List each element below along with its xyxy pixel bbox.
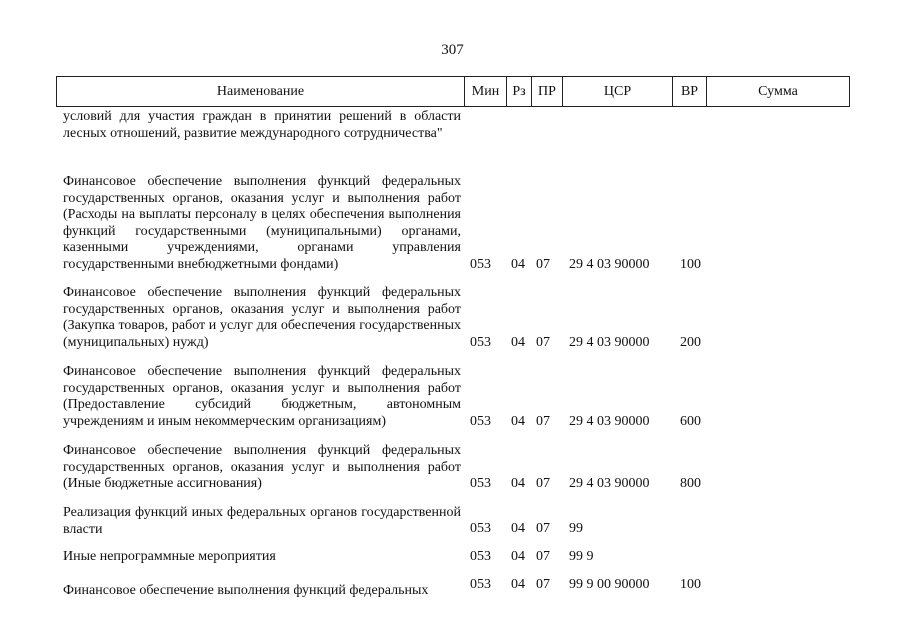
row-csr: 99 9 bbox=[569, 549, 594, 564]
row-pr: 07 bbox=[536, 549, 550, 564]
row-name: Финансовое обеспечение выполнения функций федеральных государственных органов, оказания услуг и выполнения работ (Расходы на выплаты персоналу в целях обеспечения выполнения функций государственными (муниципальными) органами, казенными учреждениями, органами управления государственными внебюджетными фондами) bbox=[63, 174, 461, 272]
row-rz: 04 bbox=[511, 335, 525, 350]
row-vr: 600 bbox=[680, 414, 701, 429]
row-vr: 800 bbox=[680, 476, 701, 491]
row-pr: 07 bbox=[536, 521, 550, 536]
row-name: Финансовое обеспечение выполнения функций федеральных государственных органов, оказания услуг и выполнения работ (Закупка товаров, работ и услуг для обеспечения государственных (муниципальных) нужд) bbox=[63, 285, 461, 350]
row-pr: 07 bbox=[536, 257, 550, 272]
row-pr: 07 bbox=[536, 577, 550, 592]
row-csr: 29 4 03 90000 bbox=[569, 335, 650, 350]
row-pr: 07 bbox=[536, 335, 550, 350]
header-vr: ВР bbox=[672, 76, 706, 107]
row-name: Финансовое обеспечение выполнения функций федеральных bbox=[63, 583, 429, 598]
row-csr: 99 9 00 90000 bbox=[569, 577, 650, 592]
row-min: 053 bbox=[470, 414, 491, 429]
row-min: 053 bbox=[470, 335, 491, 350]
row-min: 053 bbox=[470, 521, 491, 536]
row-min: 053 bbox=[470, 549, 491, 564]
row-rz: 04 bbox=[511, 521, 525, 536]
header-rz: Рз bbox=[506, 76, 531, 107]
row-rz: 04 bbox=[511, 257, 525, 272]
header-csr: ЦСР bbox=[562, 76, 672, 107]
row-vr: 100 bbox=[680, 577, 701, 592]
header-min: Мин bbox=[464, 76, 506, 107]
page-number: 307 bbox=[441, 42, 464, 58]
row-rz: 04 bbox=[511, 414, 525, 429]
row-vr: 100 bbox=[680, 257, 701, 272]
row-csr: 99 bbox=[569, 521, 583, 536]
row-rz: 04 bbox=[511, 476, 525, 491]
row-vr: 200 bbox=[680, 335, 701, 350]
row-pr: 07 bbox=[536, 414, 550, 429]
row-min: 053 bbox=[470, 257, 491, 272]
header-name: Наименование bbox=[56, 76, 464, 107]
row-name: Финансовое обеспечение выполнения функций федеральных государственных органов, оказания услуг и выполнения работ (Иные бюджетные ассигнования) bbox=[63, 443, 461, 492]
header-pr: ПР bbox=[531, 76, 562, 107]
row-name: Иные непрограммные мероприятия bbox=[63, 549, 276, 564]
header-sum: Сумма bbox=[706, 76, 850, 107]
row-min: 053 bbox=[470, 577, 491, 592]
row-min: 053 bbox=[470, 476, 491, 491]
row-name: условий для участия граждан в принятии решений в области лесных отношений, развитие международного сотрудничества" bbox=[63, 109, 461, 141]
row-pr: 07 bbox=[536, 476, 550, 491]
row-csr: 29 4 03 90000 bbox=[569, 476, 650, 491]
row-csr: 29 4 03 90000 bbox=[569, 414, 650, 429]
row-rz: 04 bbox=[511, 577, 525, 592]
row-rz: 04 bbox=[511, 549, 525, 564]
row-name: Финансовое обеспечение выполнения функций федеральных государственных органов, оказания услуг и выполнения работ (Предоставление субсидий бюджетным, автономным учреждениям и иным некоммерческим организациям) bbox=[63, 364, 461, 429]
row-csr: 29 4 03 90000 bbox=[569, 257, 650, 272]
row-name: Реализация функций иных федеральных органов государственной власти bbox=[63, 505, 461, 537]
